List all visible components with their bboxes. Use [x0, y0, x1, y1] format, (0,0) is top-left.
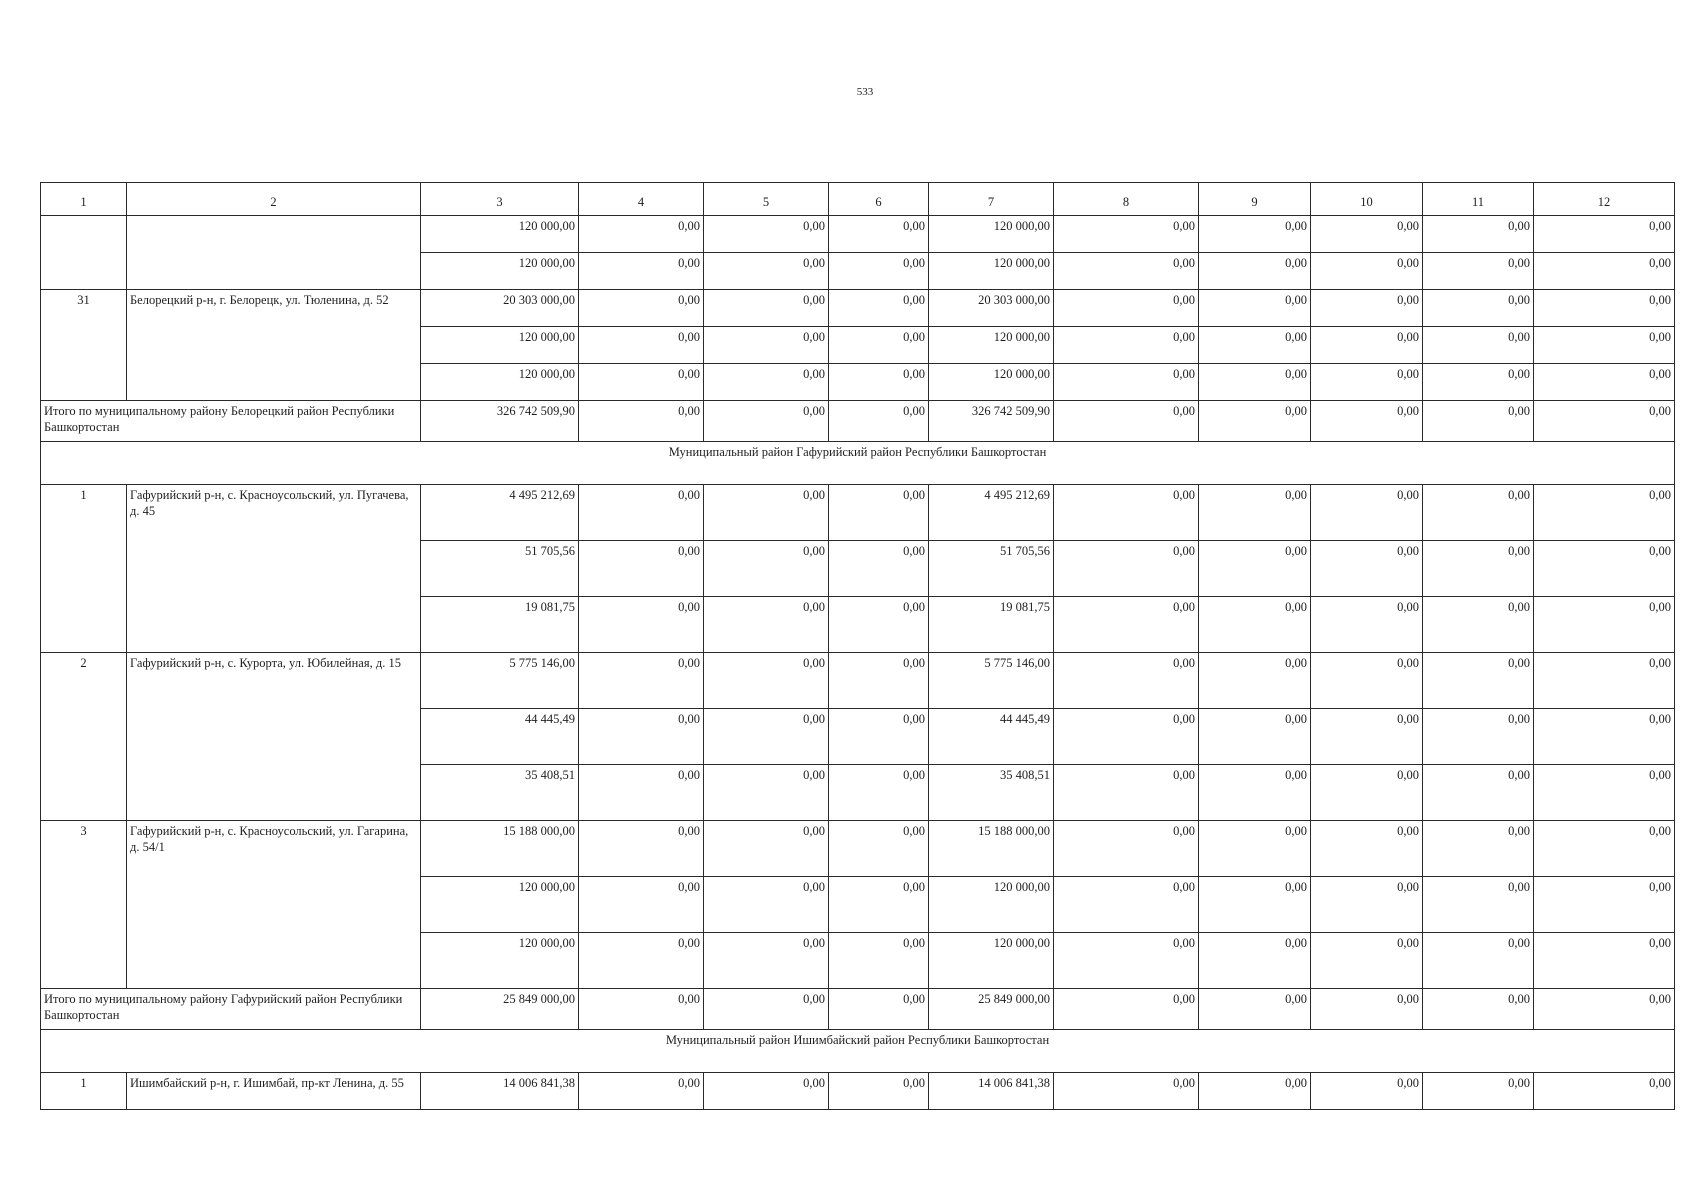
value-cell: 0,00 [1534, 989, 1675, 1030]
value-cell: 0,00 [1534, 821, 1675, 877]
value-cell: 0,00 [1534, 765, 1675, 821]
value-cell: 0,00 [704, 364, 829, 401]
table-row [41, 821, 1675, 877]
value-cell: 0,00 [1199, 401, 1311, 442]
value-cell: 0,00 [1199, 290, 1311, 327]
row-index: 31 [41, 290, 127, 401]
value-cell: 0,00 [1423, 253, 1534, 290]
value-cell: 0,00 [1199, 877, 1311, 933]
value-cell: 0,00 [579, 653, 704, 709]
value-cell: 0,00 [1199, 653, 1311, 709]
value-cell: 0,00 [1054, 327, 1199, 364]
value-cell: 0,00 [1054, 1073, 1199, 1110]
value-cell: 20 303 000,00 [421, 290, 579, 327]
value-cell: 120 000,00 [421, 933, 579, 989]
value-cell: 0,00 [1423, 364, 1534, 401]
total-label: Итого по муниципальному району Белорецкий район Республики Башкортостан [41, 401, 421, 442]
table-row [41, 1073, 1675, 1110]
address-cell: Гафурийский р-н, с. Красноусольский, ул. Пугачева, д. 45 [127, 485, 421, 653]
table-body [41, 216, 1675, 1110]
total-row [41, 989, 1675, 1030]
value-cell: 0,00 [704, 765, 829, 821]
value-cell: 0,00 [1423, 290, 1534, 327]
value-cell: 0,00 [704, 541, 829, 597]
column-header: 12 [1534, 183, 1675, 216]
value-cell: 19 081,75 [421, 597, 579, 653]
total-label: Итого по муниципальному району Гафурийский район Республики Башкортостан [41, 989, 421, 1030]
value-cell: 0,00 [829, 933, 929, 989]
value-cell: 0,00 [1423, 541, 1534, 597]
address-cell: Белорецкий р-н, г. Белорецк, ул. Тюленина, д. 52 [127, 290, 421, 401]
column-header: 7 [929, 183, 1054, 216]
value-cell: 0,00 [1199, 364, 1311, 401]
value-cell: 0,00 [1311, 401, 1423, 442]
row-index: 3 [41, 821, 127, 989]
value-cell: 20 303 000,00 [929, 290, 1054, 327]
value-cell: 0,00 [829, 989, 929, 1030]
value-cell: 14 006 841,38 [421, 1073, 579, 1110]
value-cell: 0,00 [829, 485, 929, 541]
value-cell: 14 006 841,38 [929, 1073, 1054, 1110]
value-cell: 0,00 [704, 485, 829, 541]
column-header: 4 [579, 183, 704, 216]
value-cell: 120 000,00 [929, 877, 1054, 933]
value-cell: 0,00 [579, 821, 704, 877]
value-cell: 0,00 [1054, 653, 1199, 709]
value-cell: 44 445,49 [421, 709, 579, 765]
value-cell: 0,00 [1311, 989, 1423, 1030]
value-cell: 0,00 [704, 877, 829, 933]
value-cell: 0,00 [829, 253, 929, 290]
value-cell: 0,00 [1054, 216, 1199, 253]
value-cell: 0,00 [1054, 765, 1199, 821]
value-cell: 0,00 [1534, 653, 1675, 709]
value-cell: 0,00 [1534, 485, 1675, 541]
value-cell: 0,00 [1534, 290, 1675, 327]
value-cell: 0,00 [829, 653, 929, 709]
value-cell: 0,00 [829, 541, 929, 597]
value-cell: 120 000,00 [421, 327, 579, 364]
value-cell: 0,00 [704, 989, 829, 1030]
value-cell: 0,00 [829, 1073, 929, 1110]
value-cell: 0,00 [1534, 541, 1675, 597]
value-cell: 0,00 [579, 933, 704, 989]
row-index [41, 216, 127, 290]
value-cell: 0,00 [1054, 253, 1199, 290]
value-cell: 0,00 [1199, 933, 1311, 989]
column-number-row [41, 183, 1675, 216]
value-cell: 0,00 [1534, 364, 1675, 401]
data-table [40, 182, 1675, 1110]
value-cell: 19 081,75 [929, 597, 1054, 653]
value-cell: 0,00 [1054, 989, 1199, 1030]
value-cell: 4 495 212,69 [929, 485, 1054, 541]
value-cell: 0,00 [829, 401, 929, 442]
section-title: Муниципальный район Гафурийский район Республики Башкортостан [41, 442, 1675, 485]
value-cell: 15 188 000,00 [421, 821, 579, 877]
value-cell: 120 000,00 [421, 253, 579, 290]
value-cell: 0,00 [1311, 765, 1423, 821]
value-cell: 5 775 146,00 [421, 653, 579, 709]
value-cell: 0,00 [1423, 765, 1534, 821]
value-cell: 0,00 [1423, 989, 1534, 1030]
value-cell: 0,00 [1423, 709, 1534, 765]
value-cell: 0,00 [829, 821, 929, 877]
column-header: 2 [127, 183, 421, 216]
value-cell: 0,00 [704, 401, 829, 442]
value-cell: 0,00 [704, 597, 829, 653]
column-header: 10 [1311, 183, 1423, 216]
value-cell: 0,00 [579, 485, 704, 541]
section-title: Муниципальный район Ишимбайский район Республики Башкортостан [41, 1030, 1675, 1073]
value-cell: 0,00 [1311, 1073, 1423, 1110]
value-cell: 326 742 509,90 [421, 401, 579, 442]
value-cell: 0,00 [829, 216, 929, 253]
value-cell: 0,00 [1534, 253, 1675, 290]
value-cell: 35 408,51 [929, 765, 1054, 821]
value-cell: 0,00 [579, 541, 704, 597]
value-cell: 120 000,00 [929, 364, 1054, 401]
value-cell: 0,00 [1311, 933, 1423, 989]
row-index: 2 [41, 653, 127, 821]
value-cell: 4 495 212,69 [421, 485, 579, 541]
value-cell: 0,00 [704, 253, 829, 290]
value-cell: 0,00 [1423, 597, 1534, 653]
value-cell: 51 705,56 [421, 541, 579, 597]
value-cell: 0,00 [579, 401, 704, 442]
value-cell: 0,00 [1054, 933, 1199, 989]
value-cell: 25 849 000,00 [421, 989, 579, 1030]
table-row [41, 485, 1675, 541]
row-index: 1 [41, 1073, 127, 1110]
column-header: 1 [41, 183, 127, 216]
value-cell: 0,00 [1423, 877, 1534, 933]
column-header: 6 [829, 183, 929, 216]
value-cell: 0,00 [1199, 327, 1311, 364]
value-cell: 0,00 [1423, 327, 1534, 364]
value-cell: 0,00 [1311, 541, 1423, 597]
value-cell: 15 188 000,00 [929, 821, 1054, 877]
value-cell: 44 445,49 [929, 709, 1054, 765]
value-cell: 0,00 [829, 877, 929, 933]
value-cell: 0,00 [1199, 989, 1311, 1030]
address-cell: Ишимбайский р-н, г. Ишимбай, пр-кт Ленина, д. 55 [127, 1073, 421, 1110]
total-row [41, 401, 1675, 442]
value-cell: 0,00 [1199, 216, 1311, 253]
value-cell: 0,00 [704, 709, 829, 765]
value-cell: 0,00 [1311, 821, 1423, 877]
section-header-row [41, 1030, 1675, 1073]
value-cell: 0,00 [1054, 485, 1199, 541]
value-cell: 0,00 [1311, 327, 1423, 364]
value-cell: 0,00 [829, 709, 929, 765]
section-header-row [41, 442, 1675, 485]
value-cell: 0,00 [1534, 709, 1675, 765]
value-cell: 0,00 [1054, 364, 1199, 401]
value-cell: 0,00 [579, 290, 704, 327]
value-cell: 0,00 [1311, 485, 1423, 541]
value-cell: 0,00 [1054, 877, 1199, 933]
value-cell: 120 000,00 [929, 327, 1054, 364]
address-cell: Гафурийский р-н, с. Курорта, ул. Юбилейная, д. 15 [127, 653, 421, 821]
value-cell: 0,00 [829, 290, 929, 327]
value-cell: 0,00 [1054, 709, 1199, 765]
value-cell: 51 705,56 [929, 541, 1054, 597]
value-cell: 0,00 [1199, 709, 1311, 765]
column-header: 3 [421, 183, 579, 216]
value-cell: 0,00 [1311, 597, 1423, 653]
value-cell: 0,00 [1054, 290, 1199, 327]
value-cell: 0,00 [1311, 216, 1423, 253]
value-cell: 0,00 [579, 1073, 704, 1110]
table-row [41, 653, 1675, 709]
value-cell: 0,00 [1423, 653, 1534, 709]
page-number: 533 [856, 86, 874, 98]
value-cell: 0,00 [579, 709, 704, 765]
value-cell: 0,00 [1199, 541, 1311, 597]
value-cell: 0,00 [1534, 327, 1675, 364]
value-cell: 0,00 [1311, 253, 1423, 290]
value-cell: 120 000,00 [929, 216, 1054, 253]
value-cell: 0,00 [1199, 1073, 1311, 1110]
value-cell: 0,00 [579, 327, 704, 364]
value-cell: 0,00 [1199, 253, 1311, 290]
value-cell: 0,00 [704, 933, 829, 989]
value-cell: 120 000,00 [929, 253, 1054, 290]
value-cell: 0,00 [579, 253, 704, 290]
row-index: 1 [41, 485, 127, 653]
value-cell: 0,00 [1199, 597, 1311, 653]
value-cell: 0,00 [829, 765, 929, 821]
value-cell: 0,00 [1534, 877, 1675, 933]
value-cell: 120 000,00 [421, 364, 579, 401]
value-cell: 0,00 [1311, 709, 1423, 765]
value-cell: 0,00 [579, 765, 704, 821]
value-cell: 326 742 509,90 [929, 401, 1054, 442]
address-cell [127, 216, 421, 290]
value-cell: 0,00 [829, 364, 929, 401]
value-cell: 0,00 [1311, 877, 1423, 933]
column-header: 5 [704, 183, 829, 216]
value-cell: 0,00 [1199, 765, 1311, 821]
value-cell: 0,00 [1423, 821, 1534, 877]
value-cell: 0,00 [1054, 597, 1199, 653]
value-cell: 0,00 [829, 327, 929, 364]
value-cell: 120 000,00 [421, 877, 579, 933]
value-cell: 0,00 [1534, 933, 1675, 989]
value-cell: 0,00 [704, 290, 829, 327]
column-header: 11 [1423, 183, 1534, 216]
address-cell: Гафурийский р-н, с. Красноусольский, ул. Гагарина, д. 54/1 [127, 821, 421, 989]
value-cell: 0,00 [1054, 821, 1199, 877]
value-cell: 0,00 [704, 653, 829, 709]
value-cell: 0,00 [1311, 290, 1423, 327]
value-cell: 120 000,00 [421, 216, 579, 253]
value-cell: 0,00 [1054, 541, 1199, 597]
value-cell: 0,00 [829, 597, 929, 653]
value-cell: 0,00 [579, 216, 704, 253]
value-cell: 0,00 [704, 216, 829, 253]
value-cell: 0,00 [704, 327, 829, 364]
value-cell: 35 408,51 [421, 765, 579, 821]
value-cell: 0,00 [1534, 216, 1675, 253]
value-cell: 0,00 [1423, 933, 1534, 989]
value-cell: 0,00 [1311, 364, 1423, 401]
column-header: 9 [1199, 183, 1311, 216]
value-cell: 0,00 [1423, 485, 1534, 541]
value-cell: 0,00 [1054, 401, 1199, 442]
value-cell: 0,00 [1423, 216, 1534, 253]
table-row [41, 290, 1675, 327]
value-cell: 0,00 [579, 597, 704, 653]
column-header: 8 [1054, 183, 1199, 216]
value-cell: 0,00 [1534, 1073, 1675, 1110]
value-cell: 5 775 146,00 [929, 653, 1054, 709]
value-cell: 25 849 000,00 [929, 989, 1054, 1030]
value-cell: 0,00 [1423, 1073, 1534, 1110]
value-cell: 0,00 [1199, 485, 1311, 541]
value-cell: 0,00 [704, 1073, 829, 1110]
table-row [41, 216, 1675, 253]
value-cell: 0,00 [1534, 401, 1675, 442]
value-cell: 0,00 [579, 877, 704, 933]
value-cell: 0,00 [1311, 653, 1423, 709]
value-cell: 0,00 [704, 821, 829, 877]
value-cell: 0,00 [579, 989, 704, 1030]
value-cell: 0,00 [1199, 821, 1311, 877]
value-cell: 0,00 [1534, 597, 1675, 653]
value-cell: 0,00 [1423, 401, 1534, 442]
value-cell: 0,00 [579, 364, 704, 401]
value-cell: 120 000,00 [929, 933, 1054, 989]
